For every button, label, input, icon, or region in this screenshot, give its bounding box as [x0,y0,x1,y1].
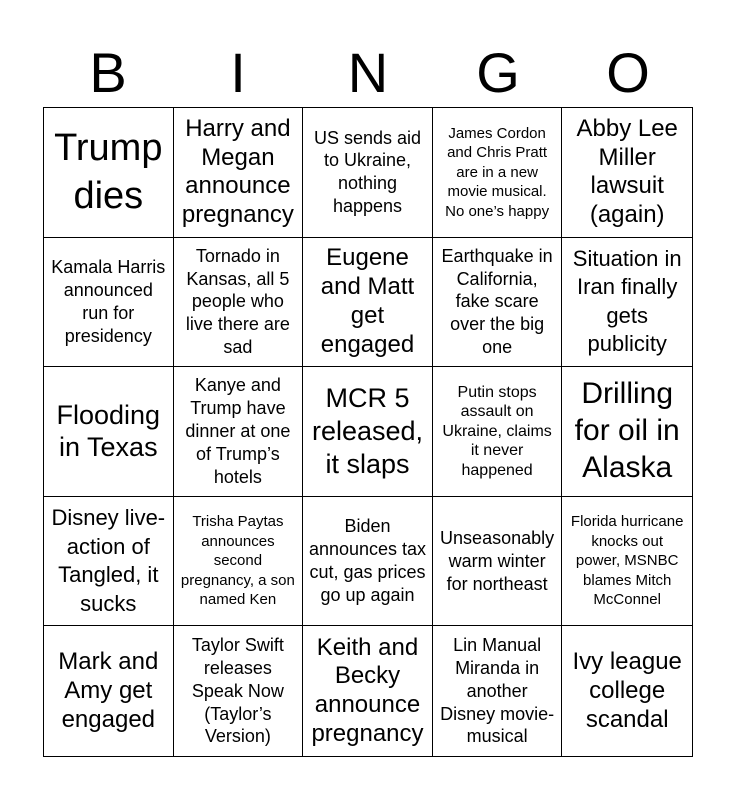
bingo-cell[interactable] [303,497,433,627]
cell-text: Abby Lee Miller lawsuit (again) [576,114,678,229]
bingo-cell[interactable] [303,238,433,368]
cell-text: Putin stops assault on Ukraine, claims it never happened [442,383,552,479]
header-letter-o: O [606,41,650,104]
bingo-cell[interactable] [174,238,304,368]
bingo-cell[interactable] [562,367,692,497]
bingo-cell[interactable] [303,367,433,497]
bingo-cell[interactable] [44,367,174,497]
bingo-cell[interactable] [303,626,433,756]
bingo-cell[interactable] [44,238,174,368]
cell-text: MCR 5 released, it slaps [311,383,424,479]
bingo-cell[interactable] [174,497,304,627]
cell-text: Ivy league college scandal [572,648,682,733]
bingo-cell[interactable] [562,238,692,368]
bingo-cell[interactable] [433,367,563,497]
cell-text: Earthquake in California, fake scare over the big one [441,245,553,358]
bingo-cell[interactable] [562,108,692,238]
cell-text: Taylor Swift releases Speak Now (Taylor’s Version) [191,635,284,747]
cell-text: Kamala Harris announced run for presidency [51,257,166,346]
bingo-header [43,40,693,106]
bingo-cell[interactable] [174,626,304,756]
bingo-board [43,107,693,757]
cell-text: Situation in Iran finally gets publicity [572,245,682,357]
cell-text: Trisha Paytas announces second pregnancy, a son named Ken [180,513,295,609]
bingo-cell[interactable] [562,497,692,627]
cell-text: Keith and Becky announce pregnancy [311,633,424,747]
cell-text: Trump dies [54,126,163,218]
bingo-cell[interactable] [44,108,174,238]
bingo-cell[interactable] [433,626,563,756]
cell-text: Tornado in Kansas, all 5 people who live there are sad [185,245,290,358]
bingo-cell[interactable] [174,108,304,238]
cell-text: Kanye and Trump have dinner at one of Trump’s hotels [185,375,291,487]
cell-text: Mark and Amy get engaged [58,648,159,733]
cell-text: Lin Manual Miranda in another Disney movie-musical [440,635,555,747]
cell-text: Eugene and Matt get engaged [320,244,415,358]
header-letter-n: N [347,41,389,104]
bingo-cell[interactable] [562,626,692,756]
bingo-cell[interactable] [44,626,174,756]
cell-text: James Cordon and Chris Pratt are in a new movie musical. No one’s happy [445,124,550,220]
cell-text: Flooding in Texas [56,399,161,463]
header-letter-g: G [476,41,520,104]
cell-text: Biden announces tax cut, gas prices go up again [308,516,427,605]
bingo-cell[interactable] [433,108,563,238]
bingo-cell[interactable] [303,108,433,238]
cell-text: US sends aid to Ukraine, nothing happens [313,127,422,217]
cell-text: Florida hurricane knocks out power, MSNBC blames Mitch McConnel [570,513,684,609]
header-letter-i: I [230,41,246,104]
cell-text: Disney live-action of Tangled, it sucks [51,504,166,616]
cell-text: Drilling for oil in Alaska [574,377,680,484]
bingo-cell[interactable] [174,367,304,497]
header-letter-b: B [89,41,127,104]
bingo-cell[interactable] [433,497,563,627]
cell-text: Harry and Megan announce pregnancy [181,114,294,229]
cell-text: Unseasonably warm winter for northeast [440,527,555,594]
bingo-cell[interactable] [433,238,563,368]
bingo-cell[interactable] [44,497,174,627]
